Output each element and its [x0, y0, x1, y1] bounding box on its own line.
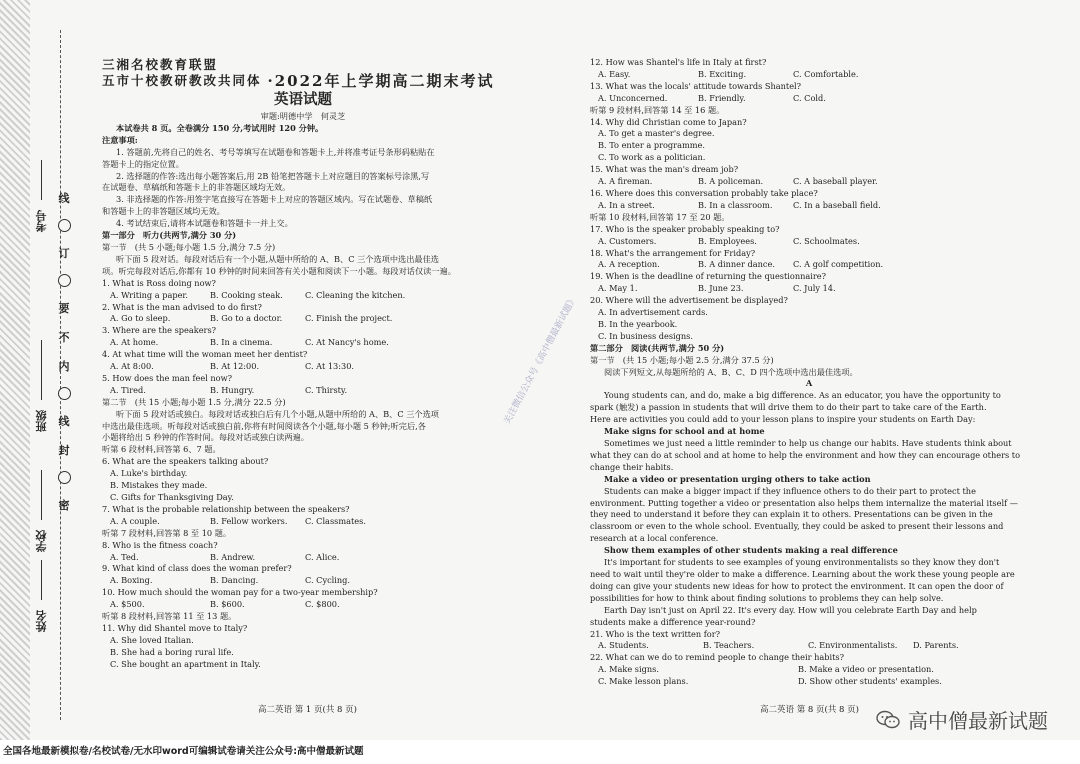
page-footer-left: 高二英语 第 1 页(共 8 页) [258, 705, 357, 715]
questions-15-16 [590, 164, 1028, 212]
answer-option: C. $800. [305, 599, 340, 610]
answer-option: B. In a cinema. [210, 337, 273, 348]
question-22 [590, 652, 1028, 688]
answer-option: C. A baseball player. [793, 176, 878, 187]
option-row [590, 259, 1028, 271]
question-text: 17. Who is the speaker probably speaking to? [590, 223, 780, 234]
answer-option: B. June 23. [698, 283, 744, 294]
option-row [590, 676, 1028, 688]
answer-option: A. Boxing. [110, 575, 153, 586]
note-line: 在试题卷、草稿纸和答题卡上的非答题区域均无效。 [102, 182, 291, 193]
answer-option: B. Exciting. [698, 68, 747, 79]
note-line: 答题卡上的指定位置。 [102, 158, 184, 169]
answer-option: A. To get a master's degree. [598, 128, 715, 139]
option-row [590, 640, 1028, 652]
answer-option: A. Ted. [110, 551, 139, 562]
binding-strip [0, 0, 30, 740]
answer-option: C. Classmates. [305, 515, 366, 526]
option-row [590, 200, 1028, 212]
option-row [102, 385, 504, 397]
passage-line: Here are activities you could add to your lesson plans to inspire your students on Earth Day: [590, 414, 976, 425]
answer-option: C. At Nancy's home. [305, 337, 389, 348]
answer-option: C. Cycling. [305, 575, 351, 586]
passage-line: classroom or even to the whole school. Eventually, they could be asked to present their lessons and [590, 521, 1004, 532]
answer-option: A. A fireman. [598, 176, 653, 187]
org-name-1: 三湘名校教育联盟 [102, 57, 219, 72]
question-text: 13. What was the locals' attitude towards Shantel? [590, 80, 802, 91]
answer-option: A. A couple. [110, 515, 160, 526]
passage-line: It's important for students to see examples of young environmentalists so they know they don't [604, 557, 1000, 568]
passage-subheading: Make signs for school and at home [604, 426, 765, 437]
question-11 [102, 623, 504, 671]
instruction-line: 阅读下列短文,从每题所给的 A、B、C、D 四个选项中选出最佳选项。 [604, 366, 858, 377]
question-text: 21. Who is the text written for? [590, 628, 721, 639]
passage-line: Young students can, and do, make a big difference. As an educator, you have the opportunity to [604, 390, 1001, 401]
set-heading: 听第 10 段材料,回答第 17 至 20 题。 [590, 211, 730, 222]
questions-1-5 [102, 278, 504, 397]
instruction-line: 项。听完每段对话后,你都有 10 秒钟的时间来回答有关小题和阅读下一小题。每段对话仅读一遍。 [102, 265, 456, 276]
answer-option: C. She bought an apartment in Italy. [110, 658, 261, 669]
answer-option: C. Alice. [305, 551, 340, 562]
answer-option: B. In the yearbook. [598, 318, 678, 329]
wechat-watermark [876, 705, 1048, 734]
right-page [590, 57, 1028, 688]
passage-subheading: Show them examples of other students making a real difference [604, 545, 898, 556]
answer-option: C. Thirsty. [305, 384, 348, 395]
question-6 [102, 456, 504, 504]
left-page [102, 57, 504, 671]
question-text: 2. What is the man advised to do first? [102, 301, 262, 312]
answer-option: B. A dinner dance. [698, 259, 775, 270]
bottom-banner: 全国各地最新模拟卷/名校试卷/无水印word可编辑试卷请关注公众号:高中僧最新试题 [0, 740, 1080, 764]
passage-line: environment. Putting together a video or presentation also helps them internalize the material itself — [590, 497, 1018, 508]
passage-subheading: Make a video or presentation urging others to take action [604, 473, 871, 484]
binding-circle [58, 387, 71, 400]
instruction-line: 小题将给出 5 秒钟的作答时间。每段对话或独白读两遍。 [102, 432, 309, 443]
answer-option: A. Luke's birthday. [110, 468, 188, 479]
questions-12-13 [590, 57, 1028, 105]
seal-char: 不 [58, 331, 70, 344]
question-text: 16. Where does this conversation probably take place? [590, 187, 818, 198]
answer-option: C. At 13:30. [305, 361, 355, 372]
answer-option: A. In advertisement cards. [598, 307, 708, 318]
option-row [590, 176, 1028, 188]
answer-option: B. Friendly. [698, 92, 746, 103]
passage-line: possibilities for how to think about finding solutions to problems they can help solve. [590, 592, 944, 603]
answer-option: A. Students. [598, 640, 649, 651]
note-line: 2. 选择题的作答:选出每小题答案后,用 2B 铅笔把答题卡上对应题目的答案标号涂黑,写 [116, 170, 430, 181]
answer-option: B. $600. [210, 599, 245, 610]
passage-line: what they can do at school and at home to help the environment and how they can encourage others to [590, 449, 1021, 460]
answer-option: A. She loved Italian. [110, 634, 194, 645]
answer-option: C. July 14. [793, 283, 836, 294]
section-heading: 第一节 (共 15 小题;每小题 2.5 分,满分 37.5 分) [590, 354, 774, 365]
seal-char: 内 [58, 360, 70, 373]
name-line [41, 560, 42, 600]
section-heading: 第一节 (共 5 小题;每小题 1.5 分,满分 7.5 分) [102, 241, 276, 252]
paper-info: 本试卷共 8 页。全卷满分 150 分,考试用时 120 分钟。 [116, 122, 324, 133]
question-text: 20. Where will the advertisement be displayed? [590, 295, 788, 306]
answer-option: A. $500. [110, 599, 145, 610]
question-20 [590, 295, 1028, 343]
answer-option: C. Environmentalists. [808, 640, 898, 651]
set-heading: 听第 6 段材料,回答第 6、7 题。 [102, 444, 221, 455]
question-text: 6. What are the speakers talking about? [102, 456, 269, 467]
answer-option: C. Comfortable. [793, 68, 859, 79]
instruction-line: 中选出最佳选项。听每段对话或独白前,你将有时间阅读各个小题,每小题 5 秒钟;听完后,各 [102, 420, 426, 431]
question-text: 12. How was Shantel's life in Italy at first? [590, 57, 767, 67]
answer-option: A. Easy. [598, 68, 631, 79]
binding-seal-column [54, 190, 74, 513]
option-row [102, 337, 504, 349]
passage-line: doing can give your students new ideas for how to protect the environment. It can open the door of [590, 580, 1004, 591]
answer-option: B. Mistakes they made. [110, 480, 208, 491]
answer-option: B. Andrew. [210, 551, 256, 562]
question-text: 8. Who is the fitness coach? [102, 539, 218, 550]
answer-option: B. Hungry. [210, 384, 255, 395]
answer-option: A. Go to sleep. [110, 313, 171, 324]
questions-17-19 [590, 224, 1028, 295]
section-heading: 第二节 (共 15 小题;每小题 1.5 分,满分 22.5 分) [102, 396, 286, 407]
answer-option: B. Fellow workers. [210, 515, 288, 526]
option-row [102, 313, 504, 325]
seal-char: 密 [58, 499, 70, 512]
answer-option: C. Cleaning the kitchen. [305, 289, 406, 300]
instruction-line: 听下面 5 段对话。每段对话后有一个小题,从题中所给的 A、B、C 三个选项中选出最佳选 [116, 253, 439, 264]
answer-option: C. In a baseball field. [793, 199, 881, 210]
answer-option: C. Gifts for Thanksgiving Day. [110, 492, 234, 502]
option-row [102, 290, 504, 302]
question-7 [102, 504, 504, 528]
questions-8-10 [102, 540, 504, 611]
option-row [102, 599, 504, 611]
school-label: 学校 [35, 530, 48, 552]
question-21 [590, 629, 1028, 653]
answer-option: C. Make lesson plans. [598, 676, 689, 687]
binding-circle [58, 274, 71, 287]
exam-title-row [102, 73, 504, 89]
answer-option: D. Parents. [913, 640, 959, 651]
exam-number-label: 考号 [35, 210, 48, 232]
answer-option: C. To work as a politician. [598, 152, 706, 163]
answer-option: B. In a classroom. [698, 199, 773, 210]
seal-char: 订 [58, 247, 70, 260]
org-name-2: 五市十校教研教改共同体 [102, 73, 262, 88]
answer-option: A. Unconcerned. [598, 92, 668, 103]
part2-heading: 第二部分 阅读(共两节,满分 50 分) [590, 342, 725, 353]
answer-option: A. Customers. [598, 235, 657, 246]
answer-option: B. Go to a doctor. [210, 313, 283, 324]
page-footer-right: 高二英语 第 8 页(共 8 页) [760, 705, 859, 715]
answer-option: B. Dancing. [210, 575, 259, 586]
answer-option: A. In a street. [598, 199, 655, 210]
answer-option: B. She had a boring rural life. [110, 646, 234, 657]
answer-option: A. Make signs. [598, 664, 659, 675]
passage-line: Students can make a bigger impact if they influence others to do their part to protect the [604, 485, 976, 496]
option-row [590, 69, 1028, 81]
exam-title: ·2022年上学期高二期末考试 [267, 73, 495, 89]
passage-line: students make a difference year-round? [590, 616, 756, 627]
instruction-line: 听下面 5 段对话或独白。每段对话或独白后有几个小题,从题中所给的 A、B、C 三个选项 [116, 408, 439, 419]
reviewers: 审题:明德中学 何灵芝 [260, 111, 346, 121]
binding-circle [58, 219, 71, 232]
seal-char: 要 [58, 302, 70, 315]
seal-char: 线 [58, 192, 70, 205]
answer-option: A. Writing a paper. [110, 289, 189, 300]
question-text: 1. What is Ross doing now? [102, 277, 216, 288]
question-text: 4. At what time will the woman meet her dentist? [102, 349, 308, 360]
answer-option: B. To enter a programme. [598, 140, 705, 151]
class-label: 班级 [35, 410, 48, 432]
answer-option: B. Make a video or presentation. [798, 664, 934, 675]
diagonal-watermark: 关注微信公众号《高中僧最新试题》 [502, 294, 580, 427]
answer-option: C. A golf competition. [793, 259, 884, 270]
school-line [41, 470, 42, 520]
answer-option: D. Show other students' examples. [798, 676, 942, 687]
watermark-text: 高中僧最新试题 [908, 709, 1048, 733]
note-line: 4. 考试结束后,请将本试题卷和答题卡一并上交。 [116, 218, 293, 229]
question-text: 9. What kind of class does the woman prefer? [102, 563, 292, 574]
option-row [590, 283, 1028, 295]
subject-title: 英语试题 [274, 91, 332, 108]
binding-circle [58, 471, 71, 484]
question-text: 22. What can we do to remind people to change their habits? [590, 652, 845, 663]
answer-option: B. Employees. [698, 235, 757, 246]
question-text: 5. How does the man feel now? [102, 372, 232, 383]
answer-option: B. Teachers. [703, 640, 755, 651]
passage-line: change their habits. [590, 461, 674, 472]
note-line: 1. 答题前,先将自己的姓名、考号等填写在试题卷和答题卡上,并将准考证号条形码粘贴在 [116, 146, 435, 157]
seal-char: 封 [58, 444, 70, 457]
passage-letter: A [805, 378, 813, 389]
name-label: 姓名 [35, 610, 48, 632]
seal-char: 线 [58, 415, 70, 428]
wechat-icon [876, 710, 900, 730]
answer-option: C. Finish the project. [305, 313, 393, 324]
passage-line: Sometimes we just need a little reminder to help us change our habits. Have students think about [604, 438, 1012, 448]
option-row [590, 664, 1028, 676]
note-line: 3. 非选择题的作答:用签字笔直接写在答题卡上对应的答题区域内。写在试题卷、草稿纸 [116, 194, 433, 205]
exam-number-line [41, 160, 42, 200]
answer-option: A. At home. [110, 337, 159, 348]
answer-option: A. Tired. [110, 384, 146, 395]
option-row [102, 552, 504, 564]
passage-line: Earth Day isn't just on April 22. It's every day. How will you celebrate Earth Day and help [604, 604, 977, 615]
question-14 [590, 117, 1028, 165]
note-line: 和答题卡上的非答题区域均无效。 [102, 206, 225, 217]
answer-option: C. Schoolmates. [793, 235, 860, 246]
passage-line: they need to understand it before they can explain it to others. Presentations can be given in the [590, 509, 993, 520]
question-text: 15. What was the man's dream job? [590, 164, 739, 175]
option-row [102, 361, 504, 373]
class-line [41, 340, 42, 400]
question-text: 10. How much should the woman pay for a two-year membership? [102, 587, 378, 598]
answer-option: B. At 12:00. [210, 361, 260, 372]
answer-option: A. At 8:00. [110, 361, 154, 372]
answer-option: B. A policeman. [698, 176, 764, 187]
question-text: 3. Where are the speakers? [102, 325, 217, 336]
answer-option: A. A reception. [598, 259, 660, 270]
passage-line: need to wait until they're older to make a difference. Learning about the work these young people are [590, 568, 1015, 579]
passage-line: research at a local conference. [590, 533, 719, 544]
option-row [102, 575, 504, 587]
part1-heading: 第一部分 听力(共两节,满分 30 分) [102, 230, 237, 241]
set-heading: 听第 8 段材料,回答第 11 至 13 题。 [102, 611, 237, 622]
option-row [102, 516, 504, 528]
answer-option: B. Cooking steak. [210, 289, 283, 300]
answer-option: C. Cold. [793, 92, 826, 103]
question-text: 7. What is the probable relationship between the speakers? [102, 503, 350, 514]
notes-heading: 注意事项: [102, 134, 138, 145]
option-row [590, 236, 1028, 248]
question-text: 14. Why did Christian come to Japan? [590, 116, 747, 127]
set-heading: 听第 9 段材料,回答第 14 至 16 题。 [590, 104, 725, 115]
set-heading: 听第 7 段材料,回答第 8 至 10 题。 [102, 527, 232, 538]
option-row [590, 93, 1028, 105]
answer-option: A. May 1. [598, 283, 638, 294]
question-text: 18. What's the arrangement for Friday? [590, 247, 756, 258]
answer-option: C. In business designs. [598, 330, 693, 341]
passage-line: spark (触发) a passion in students that will drive them to do their part to take care of the Earth. [590, 402, 987, 413]
question-text: 11. Why did Shantel move to Italy? [102, 622, 248, 633]
question-text: 19. When is the deadline of returning the questionnaire? [590, 271, 827, 282]
